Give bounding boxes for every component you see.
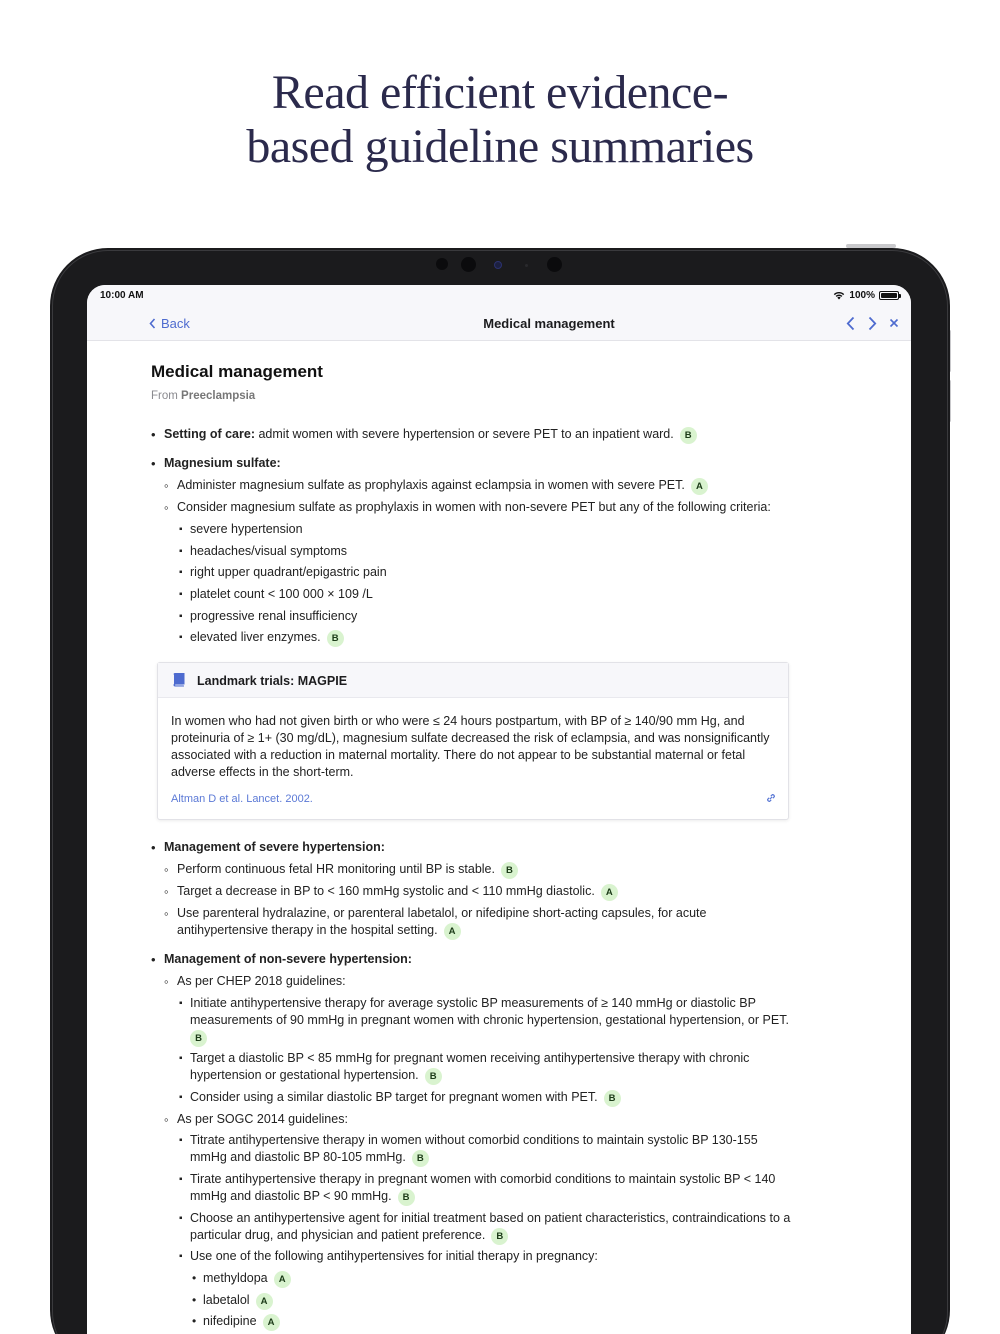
item-text: As per CHEP 2018 guidelines: — [177, 974, 346, 988]
grade-badge[interactable]: B — [680, 427, 697, 444]
item-text: labetalol — [203, 1293, 250, 1307]
item-text: mmHg and diastolic BP 80-105 mmHg. — [190, 1150, 406, 1164]
item-text: Administer magnesium sulfate as prophylaxis against eclampsia in women with severe PET. — [177, 478, 685, 492]
list-item — [177, 1111, 348, 1128]
battery-icon — [879, 291, 899, 300]
sensor-dot — [461, 257, 476, 272]
list-item — [203, 1270, 291, 1288]
list-item-continuation — [190, 1227, 508, 1245]
list-item — [177, 973, 346, 990]
list-item-continuation — [190, 1188, 415, 1206]
source-link[interactable]: Preeclampsia — [181, 390, 256, 402]
item-text: Perform continuous fetal HR monitoring until BP is stable. — [177, 862, 495, 876]
list-item-continuation — [184, 1029, 207, 1047]
item-text: As per SOGC 2014 guidelines: — [177, 1112, 348, 1126]
next-icon — [868, 316, 877, 331]
item-label: Setting of care: — [164, 427, 255, 441]
marketing-headline — [0, 66, 1000, 174]
item-text: particular drug, and physician and patient preference. — [190, 1228, 486, 1242]
list-item — [190, 995, 756, 1012]
link-icon[interactable] — [765, 792, 777, 804]
list-item — [190, 521, 303, 538]
item-text: severe hypertension — [190, 522, 303, 536]
next-button[interactable] — [865, 313, 879, 333]
source-prefix: From — [151, 390, 178, 402]
list-item — [164, 951, 412, 968]
grade-badge[interactable]: B — [398, 1189, 415, 1206]
tablet-screen — [87, 285, 911, 1334]
wifi-icon — [833, 291, 845, 300]
item-text: antihypertensive therapy in the hospital setting. — [177, 923, 438, 937]
list-item — [164, 839, 385, 856]
list-item — [190, 1210, 790, 1227]
list-item — [177, 477, 708, 495]
card-body: In women who had not given birth or who were ≤ 24 hours postpartum, with BP of ≥ 140/90 mm Hg, and proteinuria of ≥ 1+ (30 mg/dL), magnesium sulfate decreased the risk of eclampsia, and was nonsignificantly associated with a reduction in maternal mortality. There do not appear to be substantial maternal or fetal adverse effects in the short-term. — [171, 714, 770, 779]
page-title: Medical management — [151, 362, 323, 381]
item-text: hypertension or gestational hypertension. — [190, 1068, 419, 1082]
item-text: Tirate antihypertensive therapy in pregnant women with comorbid conditions to maintain systolic BP < 140 — [190, 1172, 776, 1186]
card-title: Landmark trials: MAGPIE — [197, 674, 348, 688]
list-item — [190, 629, 344, 647]
list-item — [190, 608, 357, 625]
grade-badge[interactable]: B — [425, 1068, 442, 1085]
status-time: 10:00 AM — [100, 290, 144, 301]
list-item-continuation — [190, 1067, 442, 1085]
sensor-dot — [525, 264, 528, 267]
list-item — [177, 861, 518, 879]
list-item — [190, 1171, 775, 1188]
previous-button[interactable] — [843, 313, 857, 333]
close-button[interactable] — [887, 313, 901, 333]
list-item — [190, 1248, 598, 1265]
nav-actions — [843, 313, 901, 333]
item-text: mmHg and diastolic BP < 90 mmHg. — [190, 1189, 392, 1203]
list-item-continuation — [177, 922, 461, 940]
close-icon — [889, 318, 899, 328]
headline-line-2: based guideline summaries — [246, 120, 754, 173]
item-text: nifedipine — [203, 1314, 257, 1328]
grade-badge[interactable]: A — [263, 1314, 280, 1331]
item-text: admit women with severe hypertension or severe PET to an inpatient ward. — [255, 427, 674, 441]
status-bar — [87, 285, 911, 305]
item-text: Consider magnesium sulfate as prophylaxis in women with non-severe PET but any of the following criteria: — [177, 500, 771, 514]
item-text: Target a diastolic BP < 85 mmHg for pregnant women receiving antihypertensive therapy with chronic — [190, 1051, 750, 1065]
source-line — [151, 390, 255, 402]
list-item — [190, 1089, 621, 1107]
grade-badge[interactable]: A — [691, 478, 708, 495]
list-item — [177, 883, 618, 901]
card-header — [158, 663, 788, 698]
item-text: Initiate antihypertensive therapy for average systolic BP measurements of ≥ 140 mmHg or diastolic BP — [190, 996, 756, 1010]
list-item — [190, 586, 373, 603]
front-camera — [494, 261, 502, 269]
item-text: platelet count < 100 000 × 109 /L — [190, 587, 373, 601]
item-text: Choose an antihypertensive agent for initial treatment based on patient characteristics, contraindications to a — [190, 1211, 791, 1225]
item-label: Magnesium sulfate: — [164, 456, 281, 470]
headline-line-1: Read efficient evidence- — [271, 66, 729, 119]
list-item-continuation — [190, 1149, 429, 1167]
grade-badge[interactable]: A — [274, 1271, 291, 1288]
item-text: Consider using a similar diastolic BP target for pregnant women with PET. — [190, 1090, 598, 1104]
grade-badge[interactable]: B — [327, 630, 344, 647]
item-text: right upper quadrant/epigastric pain — [190, 565, 387, 579]
item-text: elevated liver enzymes. — [190, 630, 321, 644]
item-label: Management of severe hypertension: — [164, 840, 385, 854]
sensor-dot — [436, 258, 448, 270]
list-item — [164, 426, 697, 444]
back-label: Back — [161, 316, 190, 331]
list-item — [164, 455, 281, 472]
navigation-bar — [87, 305, 911, 341]
battery-percent: 100% — [849, 290, 875, 301]
landmark-trial-card — [157, 662, 789, 820]
item-label: Management of non-severe hypertension: — [164, 952, 412, 966]
grade-badge[interactable]: B — [190, 1030, 207, 1047]
grade-badge[interactable]: A — [444, 923, 461, 940]
item-text: Titrate antihypertensive therapy in women without comorbid conditions to maintain systolic BP 130-155 — [190, 1133, 758, 1147]
grade-badge[interactable]: B — [501, 862, 518, 879]
item-text: measurements of 90 mmHg in pregnant women with chronic hypertension, gestational hypertension, or PET. — [190, 1013, 789, 1027]
grade-badge[interactable]: B — [604, 1090, 621, 1107]
item-text: headaches/visual symptoms — [190, 544, 348, 558]
previous-icon — [846, 316, 855, 331]
grade-badge[interactable]: A — [256, 1293, 273, 1310]
item-text: methyldopa — [203, 1271, 268, 1285]
item-text: Use one of the following antihypertensives for initial therapy in pregnancy: — [190, 1249, 598, 1263]
list-item — [177, 905, 706, 922]
grade-badge[interactable]: A — [601, 884, 618, 901]
grade-badge[interactable]: B — [491, 1228, 508, 1245]
list-item — [177, 499, 771, 516]
list-item — [190, 543, 347, 560]
list-item — [190, 1050, 749, 1067]
sensor-dot — [547, 257, 562, 272]
item-text: progressive renal insufficiency — [190, 609, 358, 623]
item-text: Target a decrease in BP to < 160 mmHg systolic and < 110 mmHg diastolic. — [177, 884, 595, 898]
list-item — [190, 564, 387, 581]
citation-link[interactable]: Altman D et al. Lancet. 2002. — [171, 793, 313, 805]
item-text: Use parenteral hydralazine, or parenteral labetalol, or nifedipine short-acting capsules, for acute — [177, 906, 707, 920]
status-right — [833, 290, 899, 301]
list-item-continuation — [190, 1012, 789, 1029]
list-item — [203, 1313, 280, 1331]
list-item — [190, 1132, 758, 1149]
book-icon — [173, 673, 185, 687]
list-item — [203, 1292, 273, 1310]
nav-title: Medical management — [483, 316, 615, 331]
grade-badge[interactable]: B — [412, 1150, 429, 1167]
article-content — [87, 341, 911, 1334]
